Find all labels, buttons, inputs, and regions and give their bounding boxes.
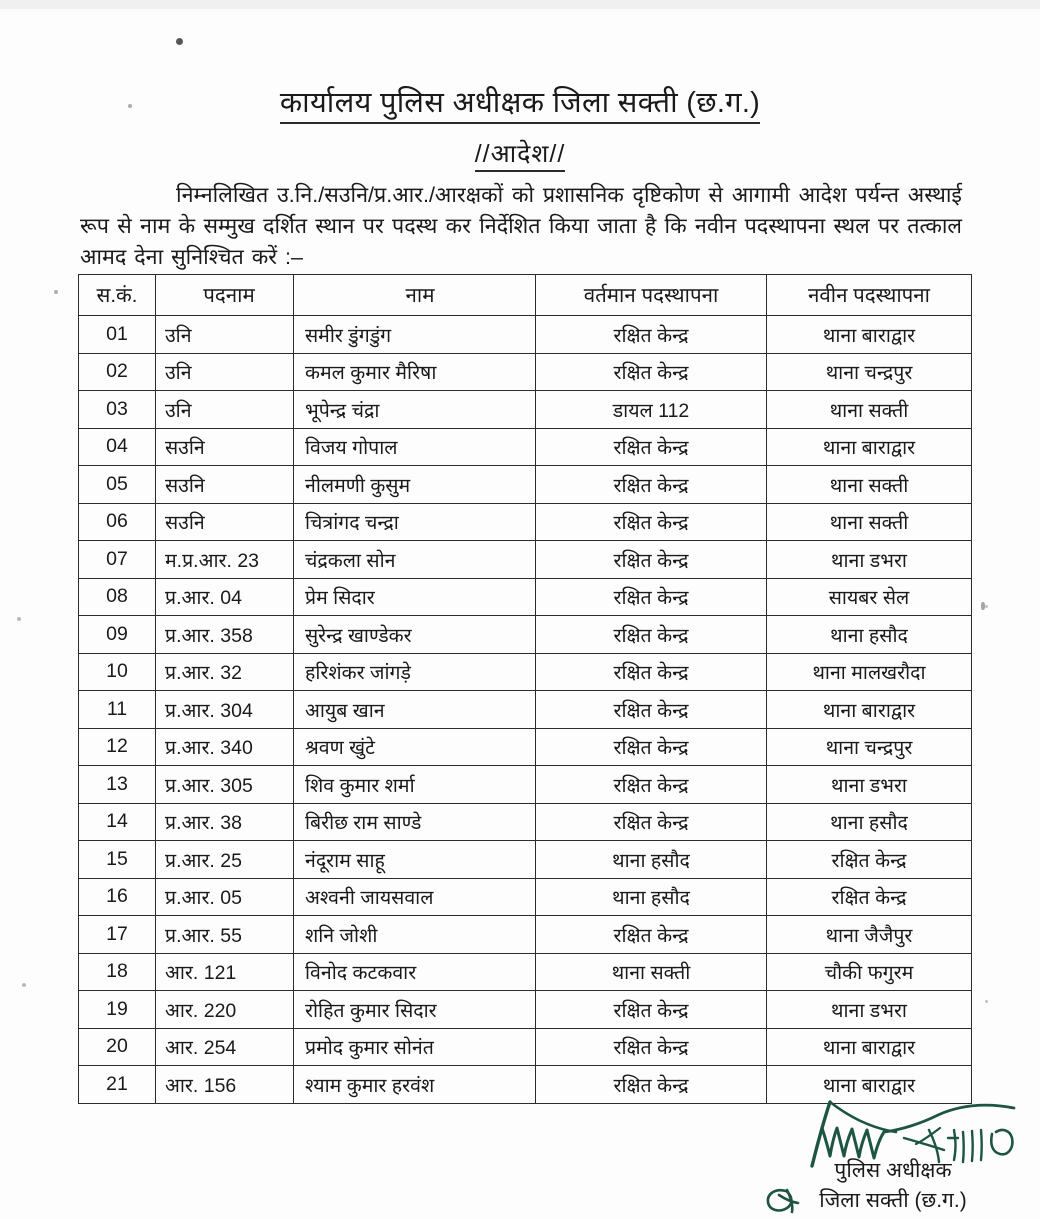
cell-serial: 09	[79, 616, 156, 654]
cell-serial: 19	[79, 991, 156, 1029]
signature-designation-line-2: जिला सक्ती (छ.ग.)	[819, 1189, 967, 1212]
column-header-serial: स.कं.	[79, 275, 156, 316]
column-header-current-post: वर्तमान पदस्थापना	[536, 275, 767, 316]
cell-designation: प्र.आर. 04	[156, 578, 294, 616]
table-row	[79, 1028, 972, 1066]
cell-new-post: थाना बाराद्वार	[767, 316, 972, 354]
cell-new-post: थाना चन्द्रपुर	[767, 353, 972, 391]
cell-serial: 13	[79, 766, 156, 804]
cell-current-post: रक्षित केन्द्र	[536, 1066, 767, 1104]
cell-serial: 14	[79, 803, 156, 841]
cell-designation: म.प्र.आर. 23	[156, 541, 294, 579]
order-body-paragraph: निम्नलिखित उ.नि./सउनि/प्र.आर./आरक्षकों को प्रशासनिक दृष्टिकोण से आगामी आदेश पर्यन्त अस्थाई रूप से नाम के सम्मुख दर्शित स्थान पर पदस्थ कर निर्देशित किया जाता है कि नवीन पदस्थापना स्थल पर तत्काल आमद देना सुनिश्चित करें :–	[80, 183, 962, 269]
cell-current-post: रक्षित केन्द्र	[536, 916, 767, 954]
table-row	[79, 503, 972, 541]
cell-name: कमल कुमार मैरिषा	[294, 353, 536, 391]
table-row	[79, 391, 972, 429]
cell-current-post: रक्षित केन्द्र	[536, 578, 767, 616]
cell-serial: 08	[79, 578, 156, 616]
cell-name: शिव कुमार शर्मा	[294, 766, 536, 804]
table-row	[79, 991, 972, 1029]
cell-name: आयुब खान	[294, 691, 536, 729]
cell-designation: प्र.आर. 340	[156, 728, 294, 766]
cell-current-post: रक्षित केन्द्र	[536, 353, 767, 391]
cell-name: चित्रांगद चन्द्रा	[294, 503, 536, 541]
table-row	[79, 466, 972, 504]
cell-serial: 10	[79, 653, 156, 691]
cell-new-post: थाना बाराद्वार	[767, 1028, 972, 1066]
column-header-name: नाम	[294, 275, 536, 316]
order-heading-text: //आदेश//	[475, 140, 566, 172]
table-row	[79, 878, 972, 916]
cell-new-post: थाना हसौद	[767, 616, 972, 654]
cell-serial: 03	[79, 391, 156, 429]
cell-current-post: थाना हसौद	[536, 841, 767, 879]
cell-name: प्रमोद कुमार सोनंत	[294, 1028, 536, 1066]
cell-name: अश्वनी जायसवाल	[294, 878, 536, 916]
cell-new-post: थाना हसौद	[767, 803, 972, 841]
cell-new-post: थाना डभरा	[767, 991, 972, 1029]
cell-current-post: रक्षित केन्द्र	[536, 1028, 767, 1066]
cell-serial: 17	[79, 916, 156, 954]
cell-new-post: चौकी फगुरम	[767, 953, 972, 991]
cell-serial: 01	[79, 316, 156, 354]
cell-current-post: रक्षित केन्द्र	[536, 541, 767, 579]
table-row	[79, 428, 972, 466]
cell-name: प्रेम सिदार	[294, 578, 536, 616]
cell-serial: 20	[79, 1028, 156, 1066]
cell-serial: 11	[79, 691, 156, 729]
table-header	[79, 275, 972, 316]
cell-current-post: रक्षित केन्द्र	[536, 766, 767, 804]
cell-new-post: थाना बाराद्वार	[767, 691, 972, 729]
signature-initial-mark	[765, 1186, 811, 1214]
table-row	[79, 916, 972, 954]
cell-name: हरिशंकर जांगड़े	[294, 653, 536, 691]
cell-new-post: थाना बाराद्वार	[767, 1066, 972, 1104]
cell-current-post: रक्षित केन्द्र	[536, 503, 767, 541]
cell-serial: 12	[79, 728, 156, 766]
scan-speck	[985, 1000, 988, 1003]
document-title	[0, 82, 1040, 121]
table-row	[79, 728, 972, 766]
transfer-table	[78, 274, 972, 1104]
cell-name: श्रवण खुंटे	[294, 728, 536, 766]
cell-name: विजय गोपाल	[294, 428, 536, 466]
scan-speck	[985, 605, 988, 608]
table-row	[79, 578, 972, 616]
cell-name: भूपेन्द्र चंद्रा	[294, 391, 536, 429]
cell-new-post: सायबर सेल	[767, 578, 972, 616]
cell-new-post: थाना चन्द्रपुर	[767, 728, 972, 766]
cell-name: नीलमणी कुसुम	[294, 466, 536, 504]
document-title-text: कार्यालय पुलिस अधीक्षक जिला सक्ती (छ.ग.)	[280, 87, 760, 124]
table-row	[79, 691, 972, 729]
cell-designation: उनि	[156, 353, 294, 391]
column-header-designation: पदनाम	[156, 275, 294, 316]
cell-current-post: थाना सक्ती	[536, 953, 767, 991]
cell-serial: 04	[79, 428, 156, 466]
cell-designation: प्र.आर. 305	[156, 766, 294, 804]
cell-current-post: रक्षित केन्द्र	[536, 803, 767, 841]
cell-current-post: रक्षित केन्द्र	[536, 991, 767, 1029]
table-row	[79, 541, 972, 579]
cell-designation: प्र.आर. 55	[156, 916, 294, 954]
cell-serial: 15	[79, 841, 156, 879]
scan-speck	[17, 617, 21, 621]
cell-designation: प्र.आर. 304	[156, 691, 294, 729]
cell-current-post: रक्षित केन्द्र	[536, 466, 767, 504]
cell-designation: उनि	[156, 316, 294, 354]
cell-name: शनि जोशी	[294, 916, 536, 954]
cell-designation: आर. 121	[156, 953, 294, 991]
cell-new-post: थाना डभरा	[767, 766, 972, 804]
cell-new-post: थाना जैजैपुर	[767, 916, 972, 954]
table-row	[79, 766, 972, 804]
cell-new-post: थाना डभरा	[767, 541, 972, 579]
table-body	[79, 316, 972, 1104]
cell-serial: 02	[79, 353, 156, 391]
table-row	[79, 841, 972, 879]
cell-current-post: डायल 112	[536, 391, 767, 429]
cell-serial: 05	[79, 466, 156, 504]
cell-current-post: थाना हसौद	[536, 878, 767, 916]
cell-new-post: रक्षित केन्द्र	[767, 841, 972, 879]
cell-serial: 21	[79, 1066, 156, 1104]
signature-block	[760, 1098, 1040, 1219]
scan-speck	[22, 983, 26, 987]
cell-new-post: थाना बाराद्वार	[767, 428, 972, 466]
cell-new-post: थाना सक्ती	[767, 466, 972, 504]
cell-designation: सउनि	[156, 428, 294, 466]
cell-name: रोहित कुमार सिदार	[294, 991, 536, 1029]
cell-serial: 18	[79, 953, 156, 991]
cell-current-post: रक्षित केन्द्र	[536, 316, 767, 354]
cell-current-post: रक्षित केन्द्र	[536, 616, 767, 654]
cell-designation: आर. 220	[156, 991, 294, 1029]
table-row	[79, 953, 972, 991]
cell-serial: 06	[79, 503, 156, 541]
cell-designation: प्र.आर. 38	[156, 803, 294, 841]
cell-name: विनोद कटकवार	[294, 953, 536, 991]
cell-new-post: थाना सक्ती	[767, 503, 972, 541]
cell-new-post: रक्षित केन्द्र	[767, 878, 972, 916]
cell-designation: प्र.आर. 05	[156, 878, 294, 916]
cell-designation: प्र.आर. 32	[156, 653, 294, 691]
table-row	[79, 616, 972, 654]
cell-name: सुरेन्द्र खाण्डेकर	[294, 616, 536, 654]
table-row	[79, 653, 972, 691]
scan-edge-band	[0, 0, 1040, 9]
table-row	[79, 353, 972, 391]
table-row	[79, 316, 972, 354]
table-row	[79, 803, 972, 841]
scan-speck	[176, 38, 183, 45]
scan-speck	[54, 290, 58, 294]
cell-name: समीर डुंगडुंग	[294, 316, 536, 354]
cell-designation: आर. 156	[156, 1066, 294, 1104]
cell-name: श्याम कुमार हरवंश	[294, 1066, 536, 1104]
cell-designation: आर. 254	[156, 1028, 294, 1066]
cell-current-post: रक्षित केन्द्र	[536, 728, 767, 766]
signature-designation-line-1: पुलिस अधीक्षक	[834, 1159, 952, 1182]
cell-designation: प्र.आर. 25	[156, 841, 294, 879]
cell-current-post: रक्षित केन्द्र	[536, 653, 767, 691]
cell-name: चंद्रकला सोन	[294, 541, 536, 579]
cell-designation: सउनि	[156, 503, 294, 541]
cell-current-post: रक्षित केन्द्र	[536, 691, 767, 729]
cell-designation: प्र.आर. 358	[156, 616, 294, 654]
cell-new-post: थाना सक्ती	[767, 391, 972, 429]
cell-name: बिरीछ राम साण्डे	[294, 803, 536, 841]
cell-name: नंदूराम साहू	[294, 841, 536, 879]
cell-current-post: रक्षित केन्द्र	[536, 428, 767, 466]
cell-designation: उनि	[156, 391, 294, 429]
order-heading	[0, 136, 1040, 170]
cell-designation: सउनि	[156, 466, 294, 504]
cell-new-post: थाना मालखरौदा	[767, 653, 972, 691]
cell-serial: 07	[79, 541, 156, 579]
column-header-new-post: नवीन पदस्थापना	[767, 275, 972, 316]
table-header-row	[79, 275, 972, 316]
cell-serial: 16	[79, 878, 156, 916]
